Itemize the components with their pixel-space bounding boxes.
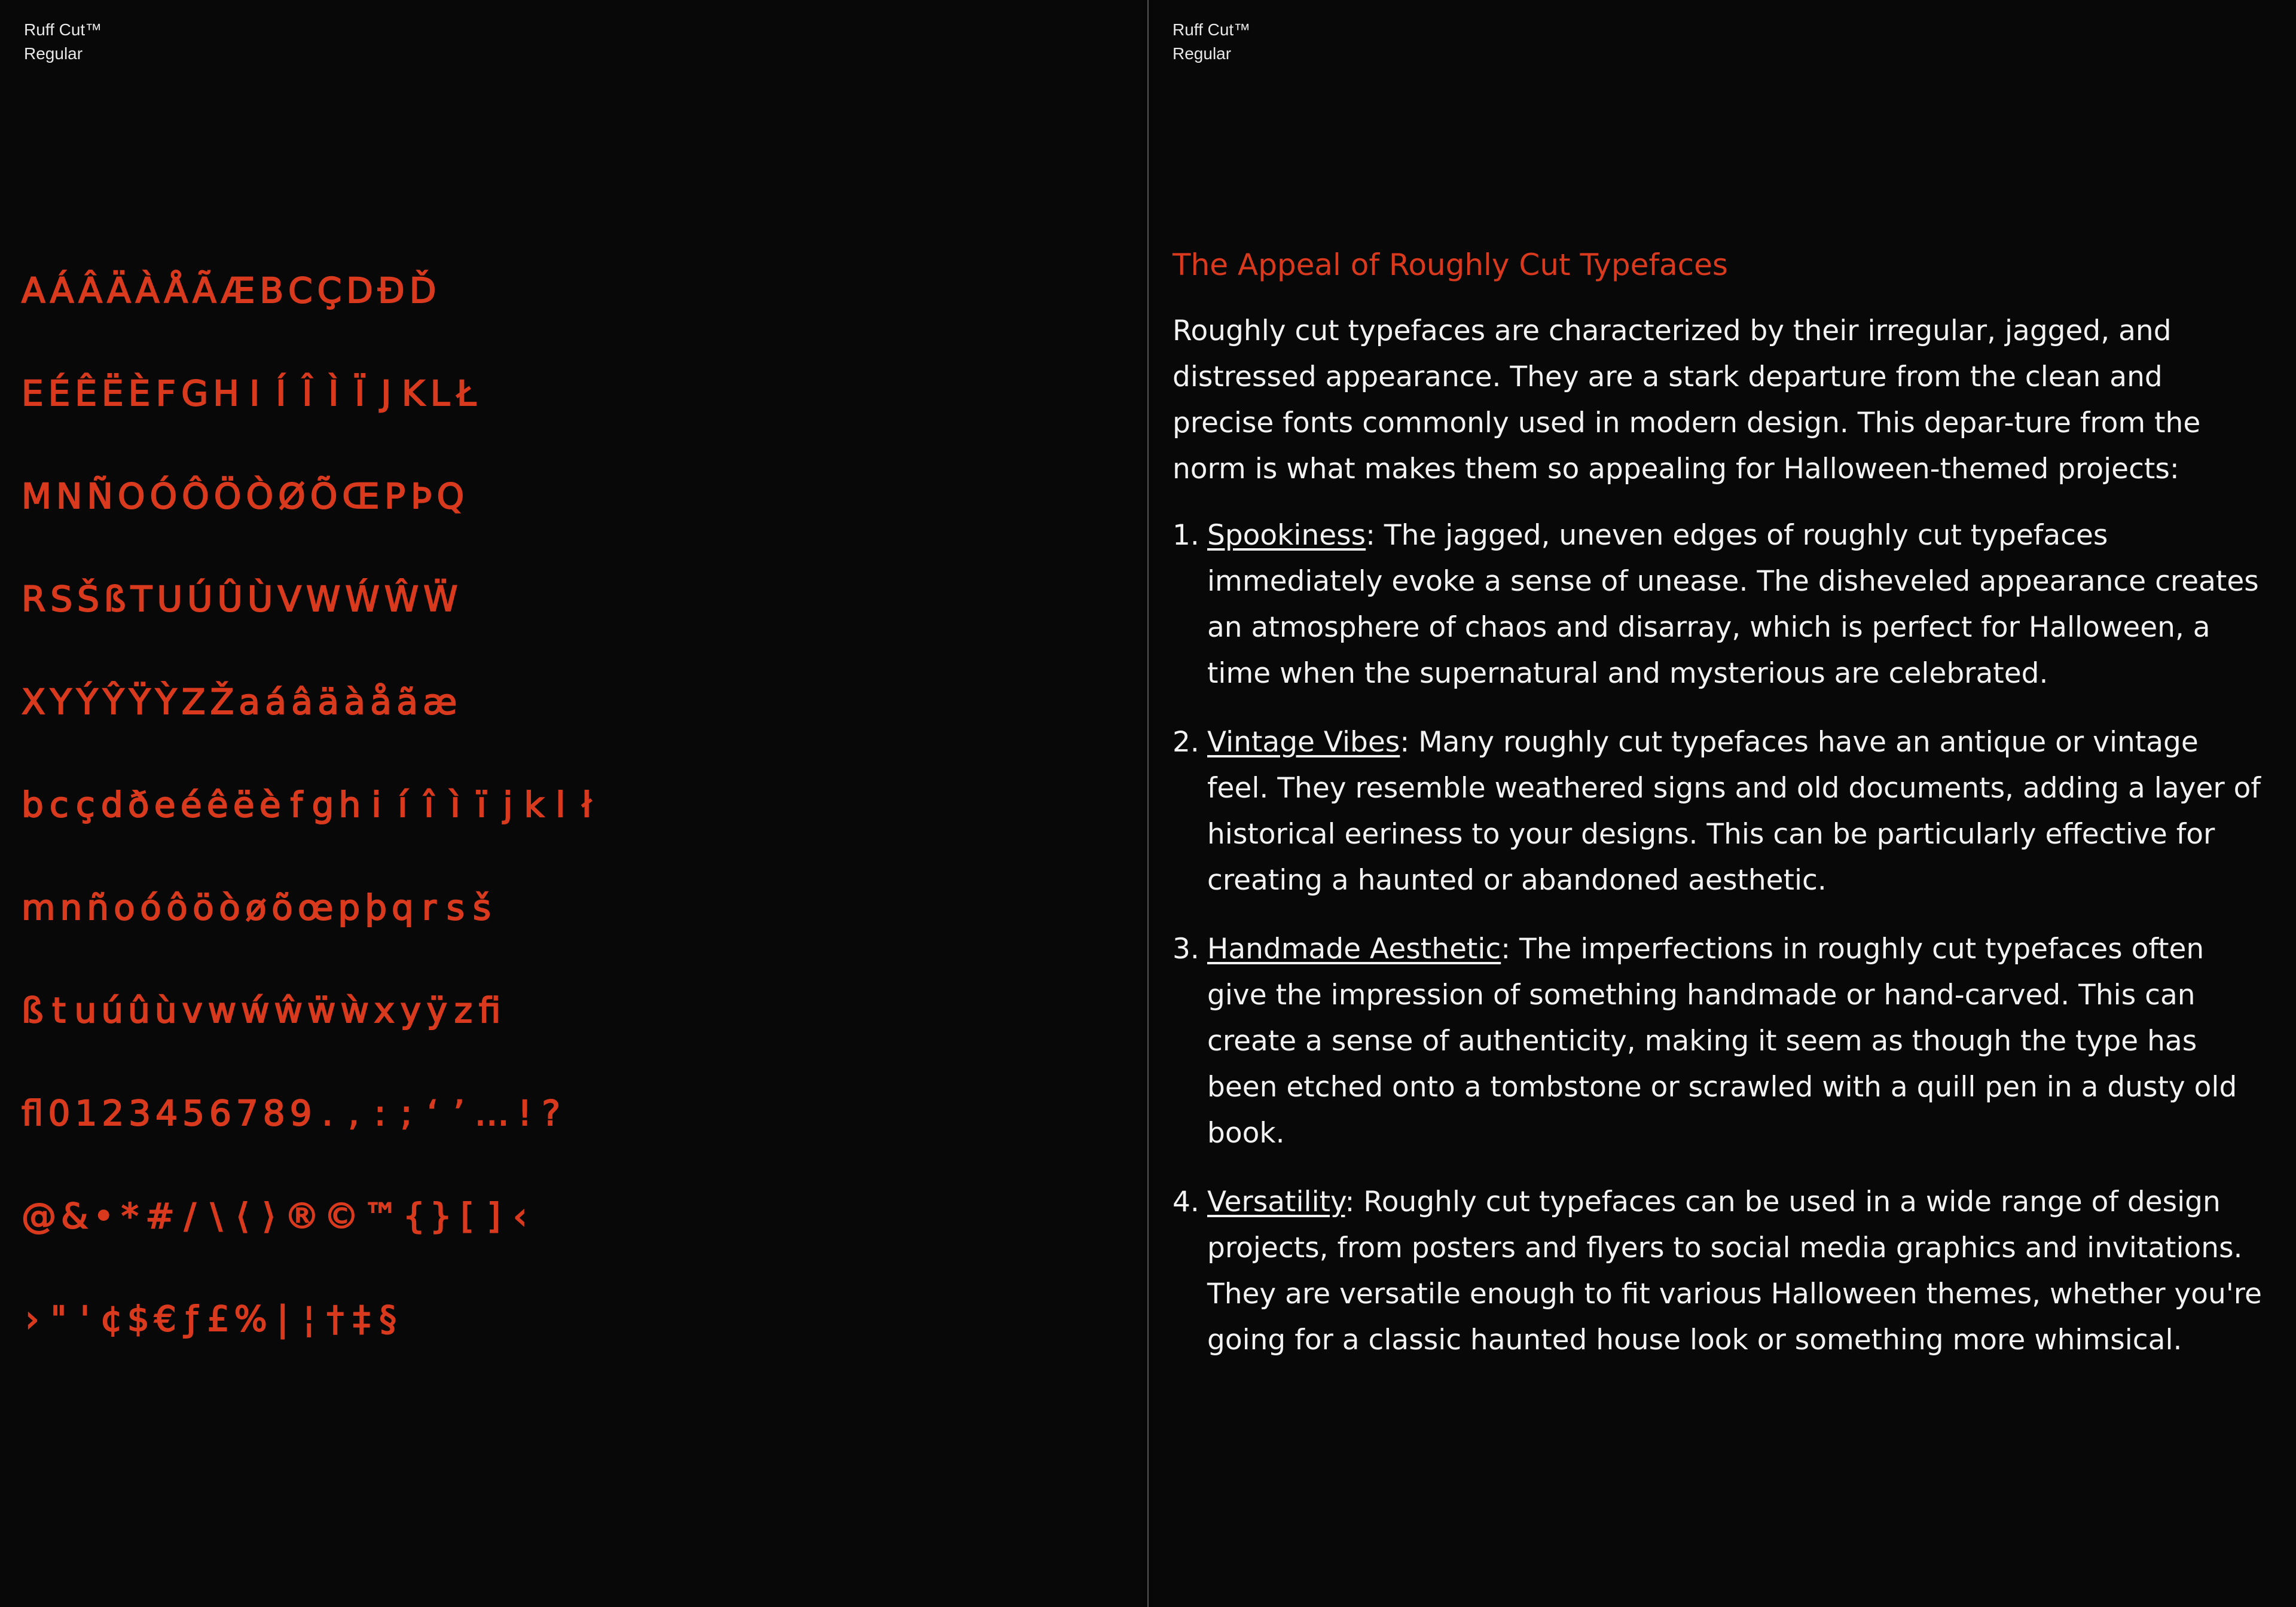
font-style-label: Regular: [1173, 44, 1232, 63]
glyph-row: [22, 959, 1134, 1062]
glyph: /: [184, 1196, 196, 1236]
glyph: #: [145, 1196, 175, 1236]
glyph: N: [56, 476, 83, 517]
glyph: ™: [363, 1196, 398, 1236]
glyph: ¢: [100, 1299, 123, 1339]
glyph-row: [22, 239, 1134, 342]
glyph: j: [503, 784, 513, 825]
font-style-label: Regular: [24, 44, 83, 63]
glyph: ã: [396, 682, 418, 722]
glyph: K: [401, 373, 425, 414]
glyph: u: [74, 990, 97, 1031]
list-item-term: Vintage Vibes: [1207, 726, 1400, 759]
list-item-term: Spookiness: [1207, 519, 1366, 552]
glyph-grid: [22, 239, 1134, 1370]
glyph-row: [22, 1062, 1134, 1165]
glyph: 4: [155, 1093, 178, 1134]
glyph: ö: [193, 887, 214, 928]
glyph: n: [60, 887, 83, 928]
glyph: ø: [245, 887, 267, 928]
glyph: S: [50, 579, 73, 619]
glyph: õ: [271, 887, 293, 928]
glyph-row: [22, 753, 1134, 856]
glyph: à: [344, 682, 365, 722]
glyph: z: [454, 990, 473, 1031]
glyph: V: [277, 579, 302, 619]
glyph: !: [517, 1093, 532, 1134]
glyph-row: [22, 650, 1134, 753]
glyph: |: [276, 1299, 289, 1339]
glyph: ©: [323, 1196, 359, 1236]
glyph: d: [100, 784, 123, 825]
glyph-row: [22, 445, 1134, 548]
glyph: P: [384, 476, 405, 517]
glyph: B: [259, 270, 284, 311]
glyph: c: [49, 784, 69, 825]
glyph: g: [312, 784, 334, 825]
glyph: 8: [262, 1093, 285, 1134]
glyph: É: [48, 373, 71, 414]
glyph: æ: [423, 682, 457, 722]
glyph: Ú: [187, 579, 213, 619]
glyph: ò: [219, 887, 240, 928]
glyph: ä: [317, 682, 339, 722]
glyph: †: [326, 1299, 344, 1339]
glyph: á: [265, 682, 286, 722]
glyph: Ù: [247, 579, 273, 619]
glyph: .: [322, 1093, 333, 1134]
glyph: ’: [453, 1093, 465, 1134]
glyph: [: [460, 1196, 474, 1236]
glyph: A: [22, 270, 45, 311]
glyph: Ó: [149, 476, 178, 517]
list-item-term: Handmade Aesthetic: [1207, 933, 1501, 966]
glyph: L: [430, 373, 450, 414]
glyph: 3: [129, 1093, 151, 1134]
glyph: Þ: [410, 476, 432, 517]
glyph: }: [429, 1196, 452, 1236]
glyph: Ö: [213, 476, 242, 517]
glyph: Z: [181, 682, 206, 722]
glyph: f: [290, 784, 303, 825]
list-item-number: 1.: [1173, 519, 1199, 552]
list-item-number: 2.: [1173, 726, 1199, 759]
glyph: Ý: [77, 682, 98, 722]
glyph: 7: [236, 1093, 258, 1134]
glyph: %: [234, 1299, 267, 1339]
glyph-row: [22, 1267, 1134, 1370]
glyph: @: [22, 1196, 56, 1236]
glyph: …: [474, 1093, 509, 1134]
glyph: W: [306, 579, 341, 619]
glyph: E: [22, 373, 44, 414]
glyph: ;: [400, 1093, 413, 1134]
article-intro: Roughly cut typefaces are characterized by their irregular, jagged, and distressed appearance. They are a stark departure from the clean and precise fonts commonly used in modern design. This depar-ture from the norm is what makes them so appealing for Halloween-themed projects:: [1173, 314, 2201, 485]
glyph: Î: [302, 373, 313, 414]
right-page-article: [1149, 0, 2296, 1607]
glyph: {: [402, 1196, 425, 1236]
glyph: 6: [209, 1093, 231, 1134]
glyph: a: [239, 682, 260, 722]
glyph: 0: [48, 1093, 71, 1134]
list-item: [1173, 926, 2267, 1156]
font-name-label: Ruff Cut™: [24, 20, 102, 39]
glyph: Ŷ: [103, 682, 124, 722]
glyph: Ỳ: [155, 682, 177, 722]
glyph: ß: [22, 990, 44, 1031]
glyph: ñ: [87, 887, 109, 928]
glyph: ì: [450, 784, 460, 825]
glyph: è: [259, 784, 281, 825]
glyph: ł: [582, 784, 592, 825]
left-page-header: [24, 18, 102, 66]
glyph: :: [374, 1093, 386, 1134]
glyph: Ž: [210, 682, 234, 722]
glyph: q: [392, 887, 414, 928]
glyph: O: [117, 476, 145, 517]
glyph: G: [181, 373, 209, 414]
glyph: å: [370, 682, 392, 722]
list-item-number: 3.: [1173, 933, 1199, 966]
glyph: £: [207, 1299, 230, 1339]
list-item-term: Versatility: [1207, 1186, 1345, 1218]
glyph: ß: [103, 579, 126, 619]
glyph: Ï: [355, 373, 365, 414]
glyph: È: [128, 373, 151, 414]
glyph: Ã: [193, 270, 216, 311]
glyph: ð: [127, 784, 149, 825]
glyph: ": [50, 1299, 67, 1339]
glyph: ‡: [353, 1299, 371, 1339]
glyph: Æ: [221, 270, 255, 311]
glyph: y: [400, 990, 421, 1031]
glyph: Ŵ: [384, 579, 419, 619]
glyph: ŵ: [274, 990, 303, 1031]
glyph: Å: [164, 270, 188, 311]
glyph: k: [524, 784, 545, 825]
glyph: ⟩: [262, 1196, 276, 1236]
glyph: î: [424, 784, 434, 825]
glyph: r: [422, 887, 436, 928]
list-item: [1173, 1179, 2267, 1363]
glyph: ï: [477, 784, 487, 825]
glyph: m: [22, 887, 56, 928]
glyph: x: [374, 990, 395, 1031]
glyph: ó: [140, 887, 161, 928]
glyph: Á: [50, 270, 74, 311]
glyph: ‹: [513, 1196, 527, 1236]
glyph: Û: [217, 579, 243, 619]
glyph: o: [114, 887, 135, 928]
glyph: Ẅ: [423, 579, 458, 619]
glyph: û: [128, 990, 150, 1031]
list-item: [1173, 512, 2267, 696]
glyph: Ẃ: [345, 579, 380, 619]
article-body: [1173, 242, 2267, 1386]
glyph: Ç: [317, 270, 342, 311]
glyph: ®: [284, 1196, 319, 1236]
glyph: í: [398, 784, 408, 825]
glyph: ﬁ: [478, 990, 501, 1031]
glyph: Š: [77, 579, 99, 619]
glyph: Í: [276, 373, 286, 414]
appeal-list: [1173, 512, 2267, 1363]
font-name-label: Ruff Cut™: [1173, 20, 1251, 39]
glyph: Ò: [246, 476, 274, 517]
glyph: Ì: [328, 373, 339, 414]
glyph: ‘: [427, 1093, 438, 1134]
glyph: 2: [102, 1093, 124, 1134]
glyph: h: [338, 784, 361, 825]
glyph: F: [155, 373, 176, 414]
glyph: D: [346, 270, 373, 311]
glyph: s: [446, 887, 465, 928]
glyph-row: [22, 548, 1134, 650]
article-title: The Appeal of Roughly Cut Typefaces: [1173, 248, 1728, 282]
glyph: Q: [436, 476, 465, 517]
glyph: Õ: [310, 476, 338, 517]
glyph: ẃ: [241, 990, 270, 1031]
glyph: ù: [154, 990, 177, 1031]
glyph: w: [207, 990, 237, 1031]
glyph: é: [180, 784, 202, 825]
glyph: Đ: [377, 270, 405, 311]
glyph-row: [22, 1165, 1134, 1267]
glyph: ç: [75, 784, 95, 825]
glyph: Ô: [182, 476, 209, 517]
glyph: §: [379, 1299, 397, 1339]
glyph: ÿ: [426, 990, 447, 1031]
glyph: Œ: [342, 476, 380, 517]
glyph: ': [80, 1299, 90, 1339]
glyph: Ä: [107, 270, 131, 311]
glyph-row: [22, 856, 1134, 959]
glyph: &: [61, 1196, 88, 1236]
glyph: Y: [50, 682, 72, 722]
glyph: p: [338, 887, 361, 928]
glyph: i: [371, 784, 381, 825]
glyph: U: [157, 579, 182, 619]
glyph: T: [130, 579, 152, 619]
list-item-number: 4.: [1173, 1186, 1199, 1218]
glyph: ƒ: [185, 1299, 198, 1339]
glyph: š: [472, 887, 491, 928]
glyph: t: [52, 990, 66, 1031]
glyph: 5: [182, 1093, 204, 1134]
glyph: ô: [166, 887, 188, 928]
glyph: *: [121, 1196, 139, 1236]
glyph-row: [22, 342, 1134, 445]
glyph: ẁ: [340, 990, 369, 1031]
glyph: H: [213, 373, 239, 414]
glyph: •: [93, 1196, 114, 1236]
glyph: ê: [206, 784, 228, 825]
glyph: ⟨: [236, 1196, 250, 1236]
glyph: ú: [101, 990, 124, 1031]
glyph: b: [22, 784, 44, 825]
glyph: Ø: [278, 476, 306, 517]
glyph: \: [210, 1196, 222, 1236]
glyph: I: [249, 373, 260, 414]
list-item: [1173, 719, 2267, 903]
glyph: Â: [78, 270, 103, 311]
glyph: ?: [542, 1093, 560, 1134]
glyph: €: [154, 1299, 176, 1339]
glyph: ›: [25, 1299, 39, 1339]
glyph: M: [22, 476, 52, 517]
glyph: À: [135, 270, 160, 311]
list-item-text: : The imperfections in roughly cut typefaces often give the impression of something handmade or hand-carved. This can create a sense of authenticity, making it seem as though the type has been etched onto a tombstone or scrawled with a quill pen in a dusty old book.: [1207, 933, 2237, 1150]
glyph: e: [154, 784, 176, 825]
glyph: þ: [365, 887, 387, 928]
glyph: J: [381, 373, 392, 414]
glyph: C: [288, 270, 313, 311]
left-page-character-set: [0, 0, 1147, 1607]
list-item-text: : Roughly cut typefaces can be used in a wide range of design projects, from posters and flyers to social media graphics and invitations. They are versatile enough to fit various Halloween themes, whether you're going for a classic haunted house look or something more whimsical.: [1207, 1186, 2262, 1357]
glyph: ẅ: [307, 990, 336, 1031]
glyph: ,: [348, 1093, 359, 1134]
right-page-header: [1173, 18, 1250, 66]
glyph: Ď: [409, 270, 436, 311]
glyph: l: [555, 784, 566, 825]
glyph: $: [127, 1299, 149, 1339]
glyph: œ: [298, 887, 334, 928]
glyph: X: [22, 682, 45, 722]
list-item-text: : The jagged, uneven edges of roughly cut typefaces immediately evoke a sense of unease. The disheveled appearance creates an atmosphere of chaos and disarray, which is perfect for Halloween, a time when the supernatural and mysterious are celebrated.: [1207, 519, 2259, 690]
glyph: Ÿ: [129, 682, 151, 722]
glyph: Ł: [456, 373, 477, 414]
glyph: Ê: [75, 373, 97, 414]
glyph: ﬂ: [22, 1093, 44, 1134]
glyph: Ñ: [87, 476, 113, 517]
glyph: 9: [289, 1093, 312, 1134]
glyph: ¦: [303, 1299, 315, 1339]
glyph: Ë: [101, 373, 124, 414]
glyph: ë: [233, 784, 255, 825]
glyph: R: [22, 579, 46, 619]
glyph: 1: [75, 1093, 97, 1134]
glyph: â: [291, 682, 313, 722]
glyph: v: [182, 990, 203, 1031]
list-item-text: : Many roughly cut typefaces have an antique or vintage feel. They resemble weathered signs and old documents, adding a layer of historical eeriness to your designs. This can be particularly effective for creating a haunted or abandoned aesthetic.: [1207, 726, 2261, 897]
glyph: ]: [487, 1196, 500, 1236]
